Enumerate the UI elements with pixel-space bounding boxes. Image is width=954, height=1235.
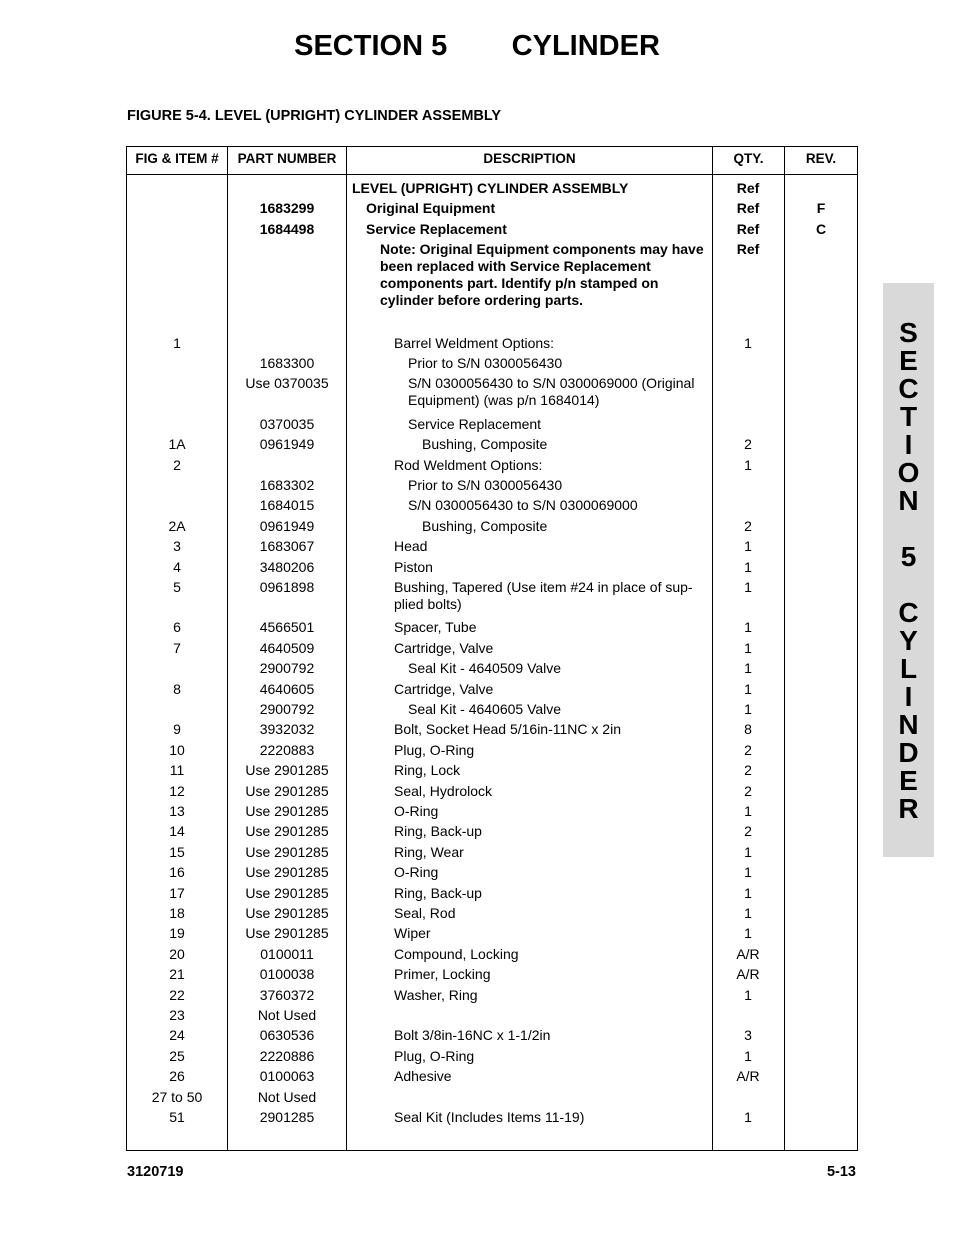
fig-item-cell: 1A	[168, 436, 186, 453]
description-cell: Bushing, Tapered (Use item #24 in place of sup-plied bolts)	[394, 579, 693, 612]
description-cell: Ring, Back-up	[394, 823, 482, 840]
fig-item-cell: 15	[169, 843, 185, 860]
qty-cell: 1	[744, 660, 752, 677]
description-cell: Rod Weldment Options:	[394, 456, 543, 473]
part-number-cell: Use 2901285	[245, 823, 329, 840]
qty-cell: 3	[744, 1027, 752, 1044]
fig-item-cell: 26	[169, 1068, 185, 1085]
description-cell: Prior to S/N 0300056430	[408, 477, 563, 493]
description-cell: Washer, Ring	[394, 986, 478, 1003]
qty-cell: 1	[744, 1109, 752, 1125]
figure-title: FIGURE 5-4. LEVEL (UPRIGHT) CYLINDER ASSEMBLY	[127, 108, 502, 124]
fig-item-cell: 11	[169, 762, 185, 779]
qty-cell: Ref	[736, 241, 760, 258]
fig-item-cell: 17	[169, 884, 185, 901]
part-number-cell: Use 2901285	[245, 925, 329, 942]
fig-item-cell: 4	[173, 558, 181, 575]
part-number-cell: 2900792	[259, 660, 315, 677]
description-cell: Seal Kit (Includes Items 11-19)	[394, 1109, 585, 1125]
fig-item-cell: 51	[169, 1109, 185, 1125]
qty-cell: 1	[744, 843, 752, 860]
description-cell: Adhesive	[394, 1068, 452, 1085]
part-number-cell: Use 0370035	[245, 375, 329, 392]
part-number-cell: 2220883	[259, 741, 315, 758]
part-number-cell: 3760372	[259, 986, 315, 1003]
side-tab-letter: S	[899, 317, 918, 348]
description-cell: Bolt 3/8in-16NC x 1-1/2in	[394, 1027, 551, 1044]
fig-item-cell: 22	[169, 986, 185, 1003]
description-cell: Bolt, Socket Head 5/16in-11NC x 2in	[394, 721, 621, 738]
qty-cell: 1	[744, 986, 752, 1003]
fig-item-cell: 18	[169, 905, 185, 921]
qty-cell: 2	[744, 517, 752, 534]
fig-item-cell: 9	[173, 721, 181, 738]
part-number-cell: Use 2901285	[245, 782, 329, 799]
fig-item-cell: 10	[169, 741, 185, 758]
rev-cell: C	[815, 220, 827, 237]
description-cell: Plug, O-Ring	[394, 1047, 475, 1064]
description-cell: S/N 0300056430 to S/N 0300069000	[408, 497, 638, 514]
description-cell: Wiper	[394, 925, 431, 942]
qty-cell: 1	[744, 334, 752, 351]
part-number-cell: Use 2901285	[245, 905, 329, 921]
qty-cell: 1	[744, 803, 752, 819]
side-tab-letter: L	[899, 653, 918, 684]
fig-item-cell: 25	[169, 1047, 185, 1064]
fig-item-cell: 27 to 50	[151, 1088, 203, 1105]
description-cell: Bushing, Composite	[422, 436, 548, 453]
fig-item-cell: 23	[169, 1007, 185, 1023]
side-tab-letter: N	[898, 485, 919, 516]
part-number-cell: Use 2901285	[245, 762, 329, 779]
qty-cell: 1	[744, 680, 752, 697]
description-cell: Spacer, Tube	[394, 619, 477, 636]
header-fig-item: FIG & ITEM #	[135, 151, 219, 166]
part-number-cell: 1684498	[259, 220, 315, 237]
qty-cell: 1	[744, 905, 752, 921]
description-cell: Service Replacement	[408, 415, 542, 432]
part-number-cell: 3932032	[259, 721, 315, 738]
fig-item-cell: 12	[169, 782, 185, 799]
part-number-cell: 1683302	[259, 477, 315, 493]
qty-cell: 1	[744, 579, 752, 595]
description-cell: Prior to S/N 0300056430	[408, 355, 563, 371]
description-cell: Note: Original Equipment components may have been replaced with Service Replacement components part. Identify p/n stamped on cylinder before ordering parts.	[380, 241, 704, 309]
header-rev: REV.	[805, 151, 837, 166]
description-cell: Barrel Weldment Options:	[394, 334, 555, 351]
qty-cell: 1	[744, 538, 752, 555]
part-number-cell: 0961949	[259, 436, 315, 453]
qty-cell: Ref	[736, 200, 760, 217]
description-cell: Seal, Hydrolock	[394, 782, 493, 799]
side-tab-letter: C	[898, 373, 919, 404]
fig-item-cell: 13	[169, 803, 185, 819]
part-number-cell: Not Used	[257, 1088, 317, 1105]
qty-cell: 8	[744, 721, 752, 738]
qty-cell: 1	[744, 619, 752, 636]
side-tab-letter: O	[897, 457, 920, 488]
qty-cell: A/R	[736, 945, 760, 962]
qty-cell: 2	[744, 782, 752, 799]
header-qty: QTY.	[733, 151, 764, 166]
part-number-cell: Use 2901285	[245, 864, 329, 881]
fig-item-cell: 21	[169, 966, 185, 983]
side-tab-letter: T	[899, 401, 918, 432]
qty-cell: 2	[744, 436, 752, 453]
description-cell: Head	[394, 538, 428, 555]
qty-cell: 1	[744, 558, 752, 575]
part-number-cell: 2220886	[259, 1047, 315, 1064]
part-number-cell: 4640605	[259, 680, 315, 697]
qty-cell: 1	[744, 884, 752, 901]
part-number-cell: 0100063	[259, 1068, 315, 1085]
description-cell: S/N 0300056430 to S/N 0300069000 (Original Equipment) (was p/n 1684014)	[408, 375, 695, 409]
part-number-cell: 0100038	[259, 966, 315, 983]
description-cell: Cartridge, Valve	[394, 639, 494, 656]
section-title: SECTION 5 CYLINDER	[294, 30, 660, 62]
description-cell: Service Replacement	[366, 220, 507, 237]
description-cell: Plug, O-Ring	[394, 741, 475, 758]
qty-cell: 1	[744, 925, 752, 942]
fig-item-cell: 2A	[168, 517, 186, 534]
part-number-cell: 1683067	[259, 538, 315, 555]
description-cell: Ring, Wear	[394, 843, 464, 860]
fig-item-cell: 1	[173, 334, 181, 351]
side-tab-letter: 5	[900, 541, 917, 572]
part-number-cell: 1683300	[259, 355, 315, 371]
qty-cell: 2	[744, 823, 752, 840]
side-tab-letter: C	[898, 597, 919, 628]
column-divider	[346, 147, 347, 1150]
qty-cell: 1	[744, 701, 752, 717]
header-part-number: PART NUMBER	[237, 151, 337, 166]
qty-cell: 2	[744, 741, 752, 758]
column-divider	[784, 147, 785, 1150]
side-tab-letter: N	[898, 709, 919, 740]
fig-item-cell: 2	[173, 456, 181, 473]
part-number-cell: 2901285	[259, 1109, 315, 1125]
side-tab-letter: D	[898, 737, 919, 768]
table-header	[127, 147, 857, 175]
qty-cell: Ref	[736, 220, 760, 237]
fig-item-cell: 3	[173, 538, 181, 555]
fig-item-cell: 14	[169, 823, 185, 840]
fig-item-cell: 16	[169, 864, 185, 881]
part-number-cell: Not Used	[257, 1007, 317, 1023]
page-number: 5-13	[826, 1164, 856, 1180]
part-number-cell: 4566501	[259, 619, 315, 636]
part-number-cell: 0961949	[259, 517, 315, 534]
part-number-cell: Use 2901285	[245, 843, 329, 860]
side-tab-letter: Y	[899, 625, 918, 656]
header-description: DESCRIPTION	[483, 151, 576, 166]
qty-cell: A/R	[736, 966, 760, 983]
part-number-cell: 0630536	[259, 1027, 315, 1044]
fig-item-cell: 7	[173, 639, 181, 656]
description-cell: Bushing, Composite	[422, 517, 548, 534]
description-cell: Seal Kit - 4640605 Valve	[408, 701, 562, 717]
fig-item-cell: 8	[173, 680, 181, 697]
rev-cell: F	[816, 200, 826, 217]
description-cell: Seal, Rod	[394, 905, 456, 921]
part-number-cell: 2900792	[259, 701, 315, 717]
description-cell: Primer, Locking	[394, 966, 491, 983]
part-number-cell: Use 2901285	[245, 803, 329, 819]
description-cell: O-Ring	[394, 864, 439, 881]
description-cell: Piston	[394, 558, 433, 575]
section-side-tab	[883, 283, 934, 857]
qty-cell: 1	[744, 456, 752, 473]
description-cell: Compound, Locking	[394, 945, 519, 962]
side-tab-letter: R	[898, 793, 919, 824]
side-tab-letter: I	[904, 681, 913, 712]
description-cell: Ring, Back-up	[394, 884, 482, 901]
qty-cell: 1	[744, 639, 752, 656]
side-tab-letter: I	[904, 429, 913, 460]
description-cell: Cartridge, Valve	[394, 680, 494, 697]
fig-item-cell: 5	[173, 579, 181, 595]
fig-item-cell: 6	[173, 619, 181, 636]
part-number-cell: 4640509	[259, 639, 315, 656]
parts-table	[126, 146, 858, 1151]
qty-cell: 2	[744, 762, 752, 779]
side-tab-letter: E	[899, 345, 918, 376]
qty-cell: 1	[744, 864, 752, 881]
qty-cell: A/R	[736, 1068, 760, 1085]
qty-cell: 1	[744, 1047, 752, 1064]
fig-item-cell: 24	[169, 1027, 185, 1044]
fig-item-cell: 19	[169, 925, 185, 942]
description-cell: Seal Kit - 4640509 Valve	[408, 660, 562, 677]
part-number-cell: 0961898	[259, 579, 315, 595]
part-number-cell: 0100011	[260, 945, 314, 962]
part-number-cell: 0370035	[259, 415, 315, 432]
qty-cell: Ref	[736, 180, 760, 196]
part-number-cell: Use 2901285	[245, 884, 329, 901]
description-cell: O-Ring	[394, 803, 439, 819]
fig-item-cell: 20	[169, 945, 185, 962]
description-cell: Original Equipment	[366, 200, 496, 217]
part-number-cell: 1683299	[259, 200, 315, 217]
description-cell: Ring, Lock	[394, 762, 461, 779]
document-number: 3120719	[127, 1164, 184, 1180]
description-cell: LEVEL (UPRIGHT) CYLINDER ASSEMBLY	[352, 180, 629, 196]
part-number-cell: 3480206	[259, 558, 315, 575]
side-tab-letter: E	[899, 765, 918, 796]
part-number-cell: 1684015	[259, 497, 315, 514]
